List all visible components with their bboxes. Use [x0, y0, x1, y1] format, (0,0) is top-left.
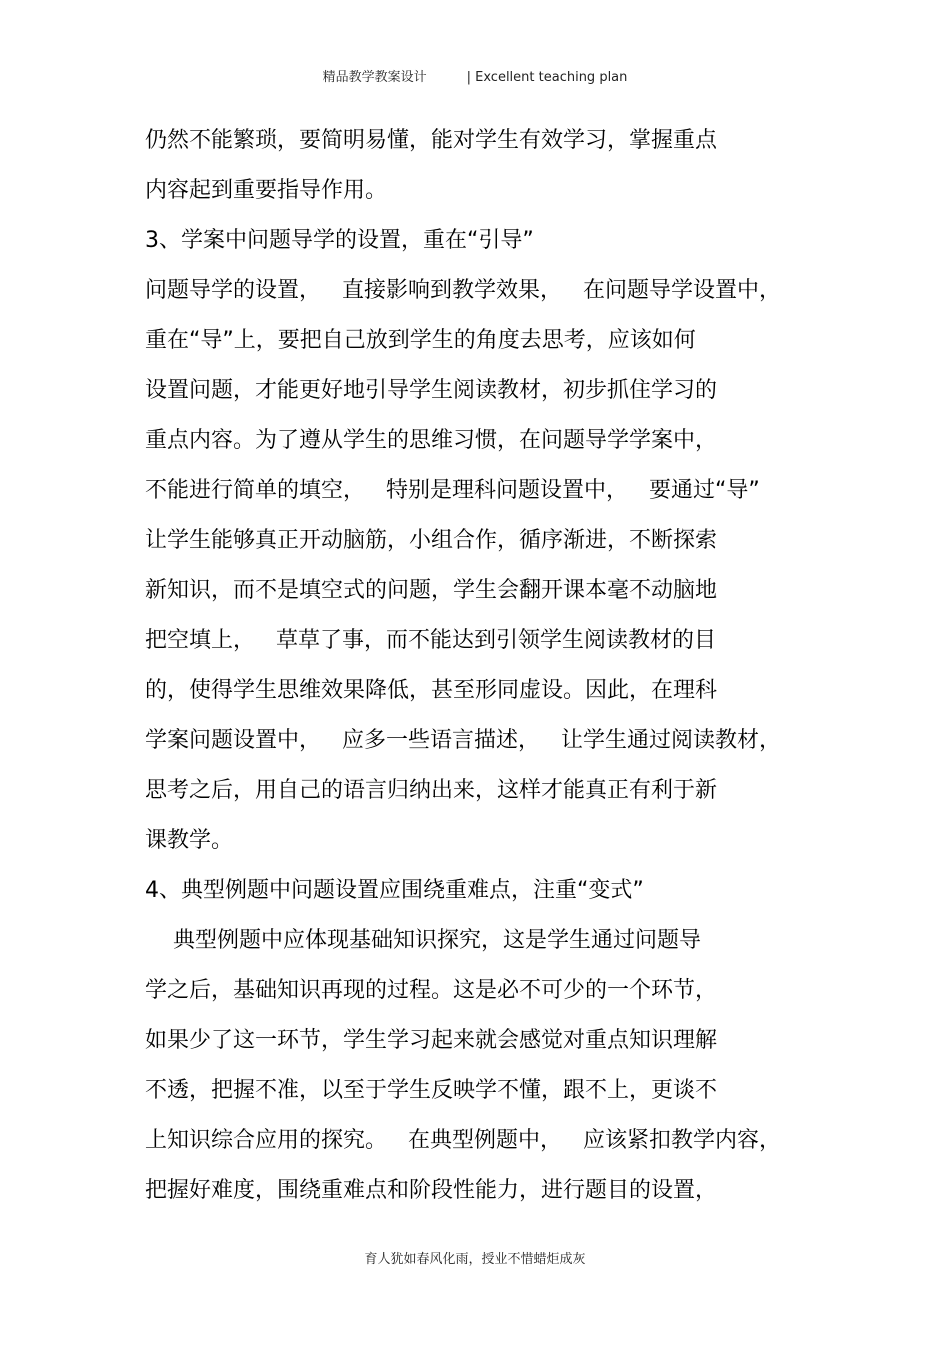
paragraph-line: 学之后，基础知识再现的过程。这是必不可少的一个环节， — [145, 978, 718, 1003]
paragraph-line: 学案问题设置中， 应多一些语言描述， 让学生通过阅读教材， — [145, 728, 781, 753]
paragraph-line: 问题导学的设置， 直接影响到教学效果， 在问题导学设置中， — [145, 278, 781, 303]
section-heading: 3、学案中问题导学的设置，重在“引导” — [145, 228, 534, 253]
paragraph-line: 内容起到重要指导作用。 — [145, 178, 388, 203]
paragraph-line: 重在“导”上，要把自己放到学生的角度去思考，应该如何 — [145, 328, 696, 353]
header-title: 精品教学教案设计 — [322, 70, 427, 85]
header-subtitle: | Excellent teaching plan — [466, 70, 628, 85]
paragraph-line: 的，使得学生思维效果降低，甚至形同虚设。因此，在理科 — [145, 678, 718, 703]
paragraph-line: 思考之后，用自己的语言归纳出来，这样才能真正有利于新 — [145, 778, 718, 803]
paragraph-line: 设置问题，才能更好地引导学生阅读教材，初步抓住学习的 — [145, 378, 718, 403]
paragraph-line: 重点内容。为了遵从学生的思维习惯，在问题导学学案中， — [145, 428, 718, 453]
paragraph-line: 新知识，而不是填空式的问题，学生会翻开课本毫不动脑地 — [145, 578, 718, 603]
paragraph-line: 仍然不能繁琐，要简明易懂，能对学生有效学习，掌握重点 — [145, 128, 718, 153]
paragraph-line: 上知识综合应用的探究。 在典型例题中， 应该紧扣教学内容， — [145, 1128, 781, 1153]
document-body — [145, 122, 825, 1222]
paragraph-line: 把空填上， 草草了事，而不能达到引领学生阅读教材的目 — [145, 628, 716, 653]
paragraph-line: 把握好难度，围绕重难点和阶段性能力，进行题目的设置， — [145, 1178, 718, 1203]
page-header — [0, 66, 950, 85]
paragraph-line: 课教学。 — [145, 828, 234, 853]
paragraph-line: 不透，把握不准，以至于学生反映学不懂，跟不上，更谈不 — [145, 1078, 718, 1103]
page-footer: 育人犹如春风化雨，授业不惜蜡炬成灰 — [364, 1252, 586, 1267]
paragraph-line: 如果少了这一环节，学生学习起来就会感觉对重点知识理解 — [145, 1028, 718, 1053]
paragraph-line: 典型例题中应体现基础知识探究，这是学生通过问题导 — [145, 928, 701, 953]
paragraph-line: 不能进行简单的填空， 特别是理科问题设置中， 要通过“导” — [145, 478, 760, 503]
section-heading: 4、典型例题中问题设置应围绕重难点，注重“变式” — [145, 878, 644, 903]
paragraph-line: 让学生能够真正开动脑筋，小组合作，循序渐进，不断探索 — [145, 528, 718, 553]
